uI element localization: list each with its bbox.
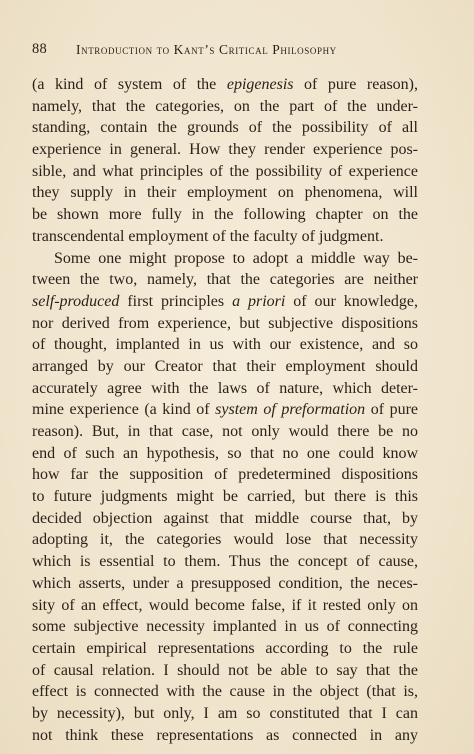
body-text — [32, 74, 418, 746]
text-line — [32, 313, 418, 335]
text-span: experience in general. How they render experience pos- — [32, 141, 418, 159]
text-line — [32, 226, 418, 248]
text-line — [32, 399, 418, 421]
text-span: how far the supposition of predetermined dispositions — [32, 466, 418, 484]
text-span: first principles — [119, 292, 233, 310]
text-span: be shown more fully in the following chapter on the — [32, 206, 418, 224]
text-span: namely, that the categories, on the part of the under- — [32, 97, 418, 115]
text-span: (a kind of system of the — [32, 76, 227, 93]
text-span: effect is connected with the cause in the object (that is, — [32, 683, 418, 701]
text-span: they supply in their employment on phenomena, will — [32, 184, 418, 202]
text-line — [32, 616, 418, 638]
text-line — [32, 529, 418, 551]
running-head: Introduction to Kant’s Critical Philosophy — [76, 42, 337, 57]
italic-text: system of preformation — [215, 401, 366, 419]
text-line — [32, 725, 418, 747]
text-span: nor derived from experience, but subjective dispositions — [32, 314, 418, 332]
text-line — [32, 443, 418, 465]
text-line — [32, 248, 418, 270]
text-line — [32, 204, 418, 226]
text-line — [32, 139, 418, 161]
text-line — [32, 551, 418, 573]
text-line — [32, 703, 418, 725]
page-number: 88 — [32, 41, 48, 57]
text-span: adopting it, the categories would lose that necessity — [32, 531, 418, 549]
text-line — [32, 378, 418, 400]
text-line — [32, 508, 418, 530]
text-line — [32, 595, 418, 617]
text-span: end of such an hypothesis, so that no one could know — [32, 444, 418, 462]
text-span: which asserts, under a presupposed condition, the neces- — [32, 574, 418, 592]
text-span: reason). But, in that case, not only would there be no — [32, 423, 418, 440]
text-span: Some one might propose to adopt a middle way be- — [54, 249, 418, 267]
text-span: some subjective necessity implanted in us of connecting — [32, 618, 418, 636]
text-span: accurately agree with the laws of nature, which deter- — [32, 379, 418, 397]
text-span: of causal relation. I should not be able to say that the — [32, 661, 418, 679]
text-line — [32, 182, 418, 204]
text-span: by necessity), but only, I am so constituted that I can — [32, 704, 418, 722]
text-span: of pure — [365, 401, 418, 419]
text-span: transcendental employment of the faculty of judgment. — [32, 227, 384, 245]
text-span: sity of an effect, would become false, if it rested only on — [32, 596, 418, 614]
text-span: which is essential to them. Thus the concept of cause, — [32, 553, 418, 571]
text-span: not think these representations as connected in any — [32, 726, 418, 744]
text-line — [32, 681, 418, 703]
text-span: of our knowledge, — [285, 292, 418, 310]
text-span: sible, and what principles of the possibility of experience — [32, 162, 418, 180]
text-line — [32, 117, 418, 139]
text-line — [32, 573, 418, 595]
text-span: certain empirical representations according to the rule — [32, 639, 418, 657]
text-span: arranged by our Creator that their employment should — [32, 357, 418, 375]
text-span: to future judgments might be carried, but there is this — [32, 488, 418, 506]
page-header — [32, 41, 436, 61]
text-line — [32, 269, 418, 291]
text-span: of thought, implanted in us with our existence, and so — [32, 336, 418, 354]
text-line — [32, 96, 418, 118]
text-line — [32, 291, 418, 313]
text-line — [32, 356, 418, 378]
text-line — [32, 421, 418, 443]
text-span: standing, contain the grounds of the possibility of all — [32, 119, 418, 137]
text-span: tween the two, namely, that the categories are neither — [32, 271, 418, 289]
text-line — [32, 660, 418, 682]
text-span: mine experience (a kind of — [32, 401, 216, 419]
text-line — [32, 464, 418, 486]
text-span: of pure reason), — [293, 76, 418, 93]
text-line — [32, 638, 418, 660]
text-line — [32, 334, 418, 356]
text-line — [32, 74, 418, 96]
italic-text: self-produced — [32, 292, 120, 310]
italic-text: a priori — [232, 292, 286, 310]
text-line — [32, 161, 418, 183]
text-line — [32, 486, 418, 508]
italic-text: epigenesis — [226, 76, 294, 93]
text-span: decided objection against that middle course that, by — [32, 509, 418, 527]
